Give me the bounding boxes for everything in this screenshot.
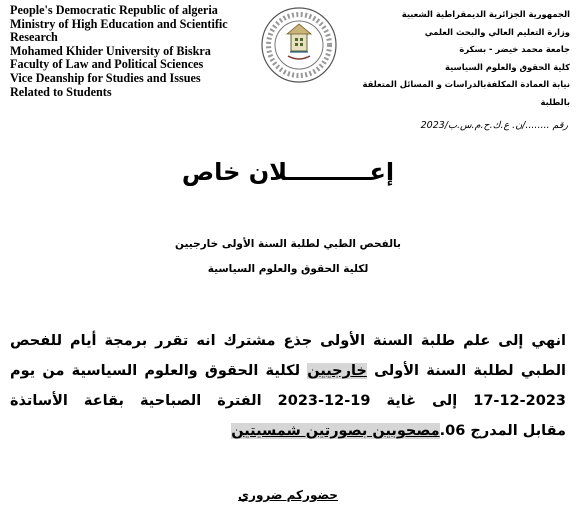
- body-text-segment: لكلية الحقوق والعلوم السياسية من يوم: [10, 363, 308, 379]
- subject-line: لكلية الحقوق والعلوم السياسية: [207, 263, 369, 275]
- body-line: 17-12-2023 إلى غاية 19-12-2023 الفترة الصباحية بقاعة الأساتذة: [10, 393, 566, 409]
- body-line: انهي إلى علم طلبة السنة الأولى جذع مشترك انه تقرر برمجة أيام للفحص: [10, 333, 566, 349]
- ar-header-line: وزارة التعليم العالي والبحث العلمي: [424, 26, 570, 37]
- highlighted-text: خارجيين: [307, 363, 367, 379]
- university-seal-logo: [260, 6, 338, 84]
- en-header-line: Related to Students: [10, 84, 112, 99]
- ar-header-line: بالطلبة: [540, 96, 570, 107]
- announcement-title: إعــــــــــلان خاص: [181, 158, 395, 186]
- ar-header-dean-part: نيابة العمادة المكلفة: [486, 79, 570, 89]
- body-line: [10, 356, 566, 386]
- ar-header-line: الجمهورية الجزائرية الديمقراطية الشعبية: [401, 9, 570, 19]
- closing-note: حضوركم ضروري: [238, 488, 338, 502]
- body-text-segment: مقابل المدرج 06.: [439, 423, 566, 439]
- en-header-line: Ministry of High Education and Scientific: [10, 16, 228, 31]
- en-header-line: Faculty of Law and Political Sciences: [10, 57, 204, 72]
- subject-line: بالفحص الطبي لطلبة السنة الأولى خارجيين: [175, 238, 401, 250]
- reference-number: رقم ......../ن. ع.ك.ح.م.س.ب/2023: [420, 120, 568, 131]
- ar-header-dean-row: [362, 76, 570, 94]
- body-line: [10, 416, 566, 446]
- en-header-line: Research: [10, 30, 58, 45]
- arabic-letterhead: [362, 6, 570, 111]
- en-header-line: Vice Deanship for Studies and Issues: [10, 70, 201, 85]
- highlighted-text: مصحوبين بصورتين شمسيتين: [231, 423, 440, 439]
- announcement-body: [10, 326, 566, 446]
- english-letterhead: [10, 4, 255, 99]
- ar-header-dean-part: بالدراسات و المسائل المتعلقة: [362, 79, 487, 89]
- en-header-line: People's Democratic Republic of algeria: [10, 3, 218, 17]
- body-text-segment: الطبي لطلبة السنة الأولى: [366, 363, 566, 379]
- ar-header-line: جامعة محمد خيضر - بسكرة: [459, 44, 570, 54]
- announcement-subject: [0, 232, 576, 282]
- en-header-line: Mohamed Khider University of Biskra: [10, 43, 211, 58]
- ar-header-line: كلية الحقوق والعلوم السياسية: [445, 61, 570, 72]
